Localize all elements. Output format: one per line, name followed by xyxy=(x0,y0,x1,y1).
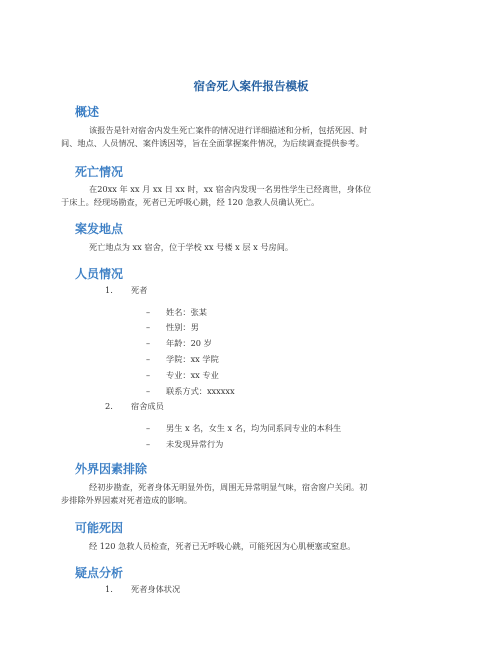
heading-persons: 人员情况 xyxy=(75,267,124,281)
dash-bullet: – xyxy=(146,423,151,433)
cause-line-1: 经 120 急救人员检查，死者已无呼吸心跳，可能死因为心肌梗塞或窒息。 xyxy=(89,541,356,551)
dash-bullet: – xyxy=(146,386,151,396)
dash-bullet: – xyxy=(146,307,151,317)
location-paragraph xyxy=(75,241,455,254)
heading-doubts: 疑点分析 xyxy=(75,566,124,580)
heading-overview: 概述 xyxy=(75,105,100,119)
heading-location: 案发地点 xyxy=(75,222,124,236)
deceased-text: 年龄：20 岁 xyxy=(166,338,212,348)
list-number: 1. xyxy=(105,584,113,594)
death-paragraph xyxy=(61,183,455,209)
dash-bullet: – xyxy=(146,439,151,449)
heading-external: 外界因素排除 xyxy=(75,462,148,476)
external-line-2: 步排除外界因素对死者造成的影响。 xyxy=(61,495,193,505)
list-label: 死者 xyxy=(131,285,148,295)
deceased-text: 学院：xx 学院 xyxy=(166,354,219,364)
dash-bullet: – xyxy=(146,354,151,364)
external-line-1: 经初步勘查，死者身体无明显外伤，周围无异常明显气味，宿舍窗户关闭。初 xyxy=(89,482,368,492)
death-line-2: 于床上。经现场勘查，死者已无呼吸心跳，经 120 急救人员确认死亡。 xyxy=(61,197,320,207)
overview-line-2: 间、地点、人员情况、案件诱因等，旨在全面掌握案件情况，为后续调查提供参考。 xyxy=(61,138,364,148)
member-text: 男生 x 名，女生 x 名，均为同系同专业的本科生 xyxy=(166,423,342,433)
list-label: 死者身体状况 xyxy=(131,584,181,594)
member-text: 未发现异常行为 xyxy=(166,439,224,449)
heading-death: 死亡情况 xyxy=(75,165,124,179)
document-title: 宿舍死人案件报告模板 xyxy=(193,79,309,93)
dash-bullet: – xyxy=(146,338,151,348)
overview-line-1: 该报告是针对宿舍内发生死亡案件的情况进行详细描述和分析，包括死因、时 xyxy=(89,125,368,135)
deceased-text: 联系方式：xxxxxx xyxy=(166,386,235,396)
deceased-text: 专业：xx 专业 xyxy=(166,370,219,380)
external-paragraph xyxy=(61,481,455,507)
deceased-text: 性别：男 xyxy=(166,322,199,332)
heading-cause: 可能死因 xyxy=(75,521,124,535)
deceased-text: 姓名：张某 xyxy=(166,307,207,317)
cause-paragraph xyxy=(75,540,455,553)
list-number: 2. xyxy=(105,401,113,411)
list-number: 1. xyxy=(105,285,113,295)
dash-bullet: – xyxy=(146,322,151,332)
list-label: 宿舍成员 xyxy=(131,401,164,411)
dash-bullet: – xyxy=(146,370,151,380)
death-line-1: 在20xx 年 xx 月 xx 日 xx 时，xx 宿舍内发现一名男性学生已经离世，身体位 xyxy=(89,184,372,194)
location-line-1: 死亡地点为 xx 宿舍，位于学校 xx 号楼 x 层 x 号房间。 xyxy=(89,242,294,252)
overview-paragraph xyxy=(61,124,455,150)
